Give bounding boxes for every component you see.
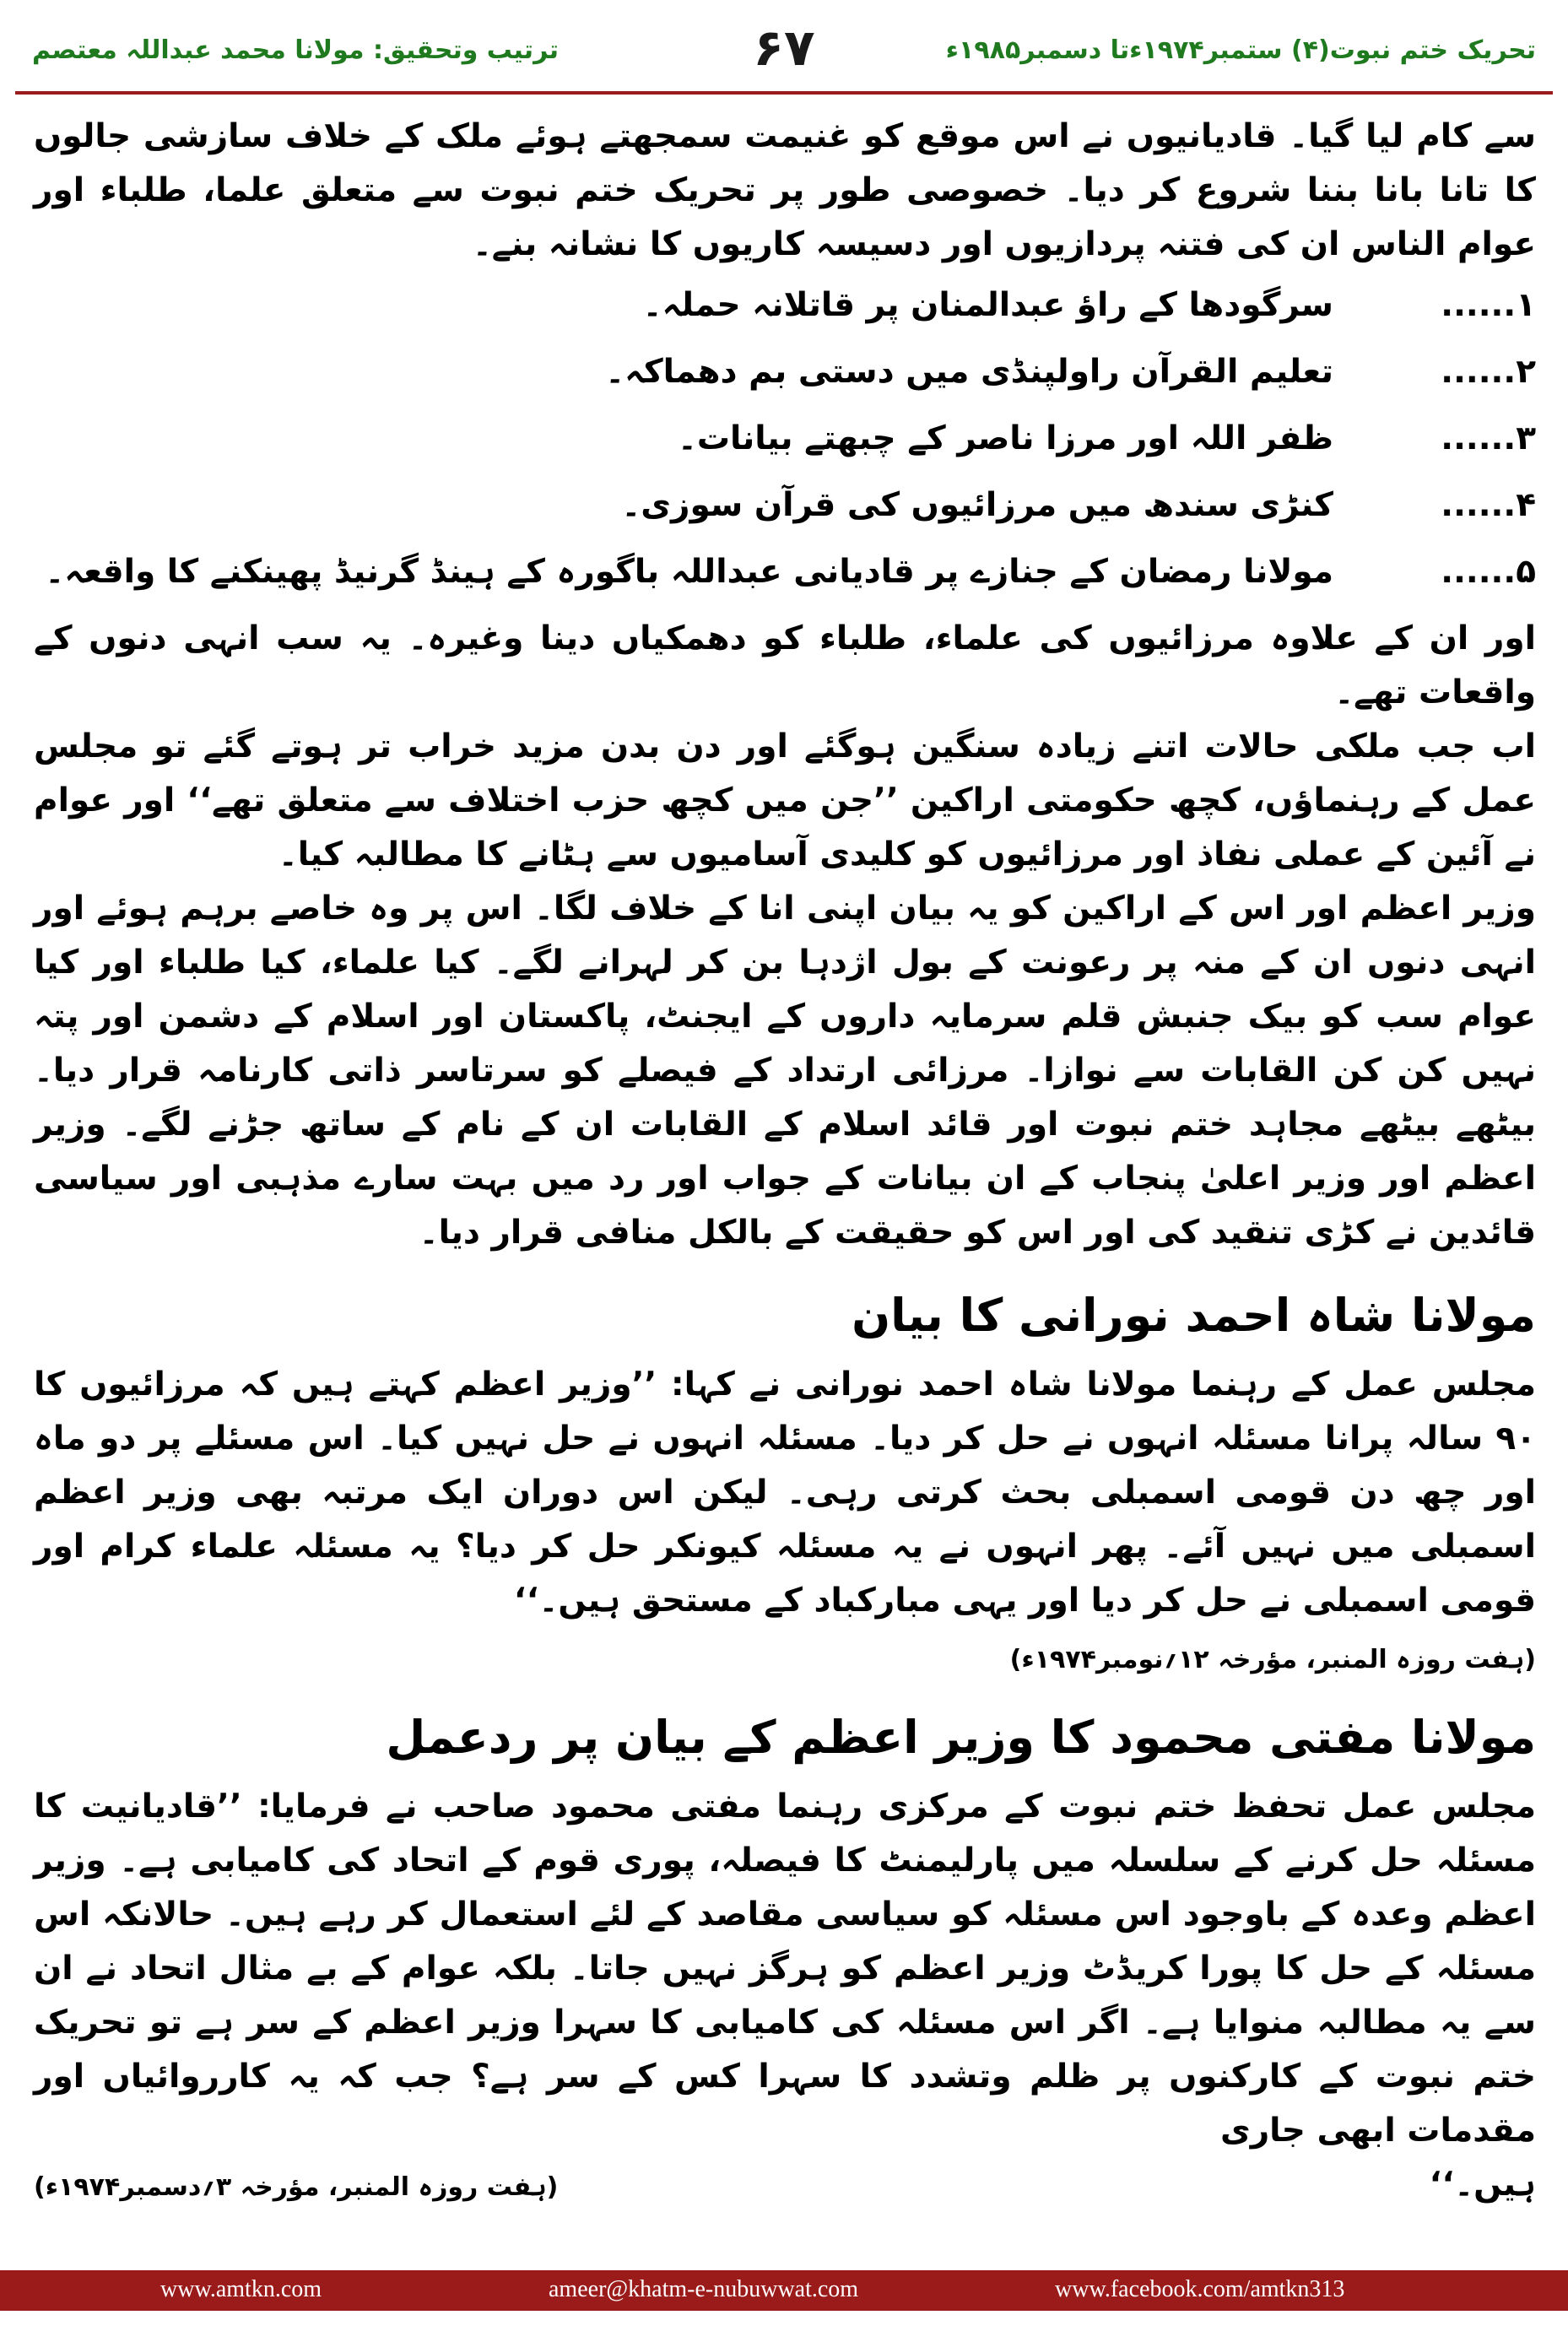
list-item: [34, 412, 1536, 479]
compiler-credit: ترتیب وتحقیق: مولانا محمد عبداللہ معتصم: [32, 35, 559, 65]
page-header: [0, 0, 1568, 93]
page-footer: [0, 2270, 1568, 2311]
list-number: ۲......: [1441, 353, 1536, 391]
list-number: ۳......: [1441, 419, 1536, 457]
paragraph: اب جب ملکی حالات اتنے زیادہ سنگین ہوگئے اور دن بدن مزید خراب تر ہوتے گئے تو مجلس عمل کے رہنماؤں، کچھ حکومتی اراکین ’’جن میں کچھ حزب اختلاف سے متعلق تھے‘‘ اور عوام نے آئین کے عملی نفاذ اور مرزائیوں کو کلیدی آسامیوں سے ہٹانے کا مطالبہ کیا۔: [34, 727, 1536, 874]
intro-paragraph: سے کام لیا گیا۔ قادیانیوں نے اس موقع کو غنیمت سمجھتے ہوئے ملک کے خلاف سازشی جالوں کا تانا بانا بننا شروع کر دیا۔ خصوصی طور پر تحریک ختم نبوت سے متعلق علما، طلباء اور عوام الناس ان کی فتنہ پردازیوں اور دسیسہ کاریوں کا نشانہ بنے۔: [34, 117, 1536, 263]
list-text: تعلیم القرآن راولپنڈی میں دستی بم دھماکہ۔: [605, 353, 1333, 391]
list-number: ۵......: [1441, 553, 1536, 591]
list-item: [34, 279, 1536, 345]
source-citation: (ہفت روزہ المنبر، مؤرخہ ۳؍دسمبر۱۹۷۴ء): [34, 2172, 559, 2202]
quote-end: ہیں۔‘‘: [1429, 2166, 1536, 2204]
paragraph: اور ان کے علاوہ مرزائیوں کی علماء، طلباء کو دھمکیاں دینا وغیرہ۔ یہ سب انہی دنوں کے واقعات تھے۔: [34, 619, 1536, 711]
list-number: ۱......: [1441, 286, 1536, 324]
list-text: سرگودھا کے راؤ عبدالمنان پر قاتلانہ حملہ۔: [642, 286, 1333, 324]
page-body: [34, 110, 1536, 2212]
list-text: مولانا رمضان کے جنازے پر قادیانی عبداللہ باگورہ کے ہینڈ گرنیڈ پھینکنے کا واقعہ۔: [45, 553, 1333, 591]
list-number: ۴......: [1441, 486, 1536, 524]
page-number: ۶۷: [753, 19, 815, 78]
paragraph: وزیر اعظم اور اس کے اراکین کو یہ بیان اپنی انا کے خلاف لگا۔ اس پر وہ خاصے برہم ہوئے اور انہی دنوں ان کے منہ پر رعونت کے بول اژدہا بن کر لہرانے لگے۔ کیا علماء، کیا طلباء اور کیا عوام سب کو بیک جنبش قلم سرمایہ داروں کے ایجنٹ، پاکستان اور اسلام کے دشمن اور پتہ نہیں کن کن القابات سے نوازا۔ مرزائی ارتداد کے فیصلے کو سرتاسر ذاتی کارنامہ قرار دیا۔ بیٹھے بیٹھے مجاہد ختم نبوت اور قائد اسلام کے القابات ان کے نام کے ساتھ جڑنے لگے۔ وزیر اعظم اور وزیر اعلیٰ پنجاب کے ان بیانات کے جواب اور رد میں بہت سارے مذہبی اور سیاسی قائدین نے کڑی تنقید کی اور اس کو حقیقت کے بالکل منافی قرار دیا۔: [34, 890, 1536, 1252]
section-paragraph: مجلس عمل تحفظ ختم نبوت کے مرکزی رہنما مفتی محمود صاحب نے فرمایا: ’’قادیانیت کا مسئلہ حل کرنے کے سلسلہ میں پارلیمنٹ کا فیصلہ، پوری قوم کے اتحاد کی کامیابی ہے۔ وزیر اعظم وعدہ کے باوجود اس مسئلہ کو سیاسی مقاصد کے لئے استعمال کر رہے ہیں۔ حالانکہ اس مسئلہ کے حل کا پورا کریڈٹ وزیر اعظم کو ہرگز نہیں جاتا۔ بلکہ عوام کے بے مثال اتحاد نے ان سے یہ مطالبہ منوایا ہے۔ اگر اس مسئلہ کی کامیابی کا سہرا وزیر اعظم کے سر ہے تو تحریک ختم نبوت کے کارکنوں پر ظلم وتشدد کا سہرا کس کے سر ہے؟ جب کہ یہ کارروائیاں اور مقدمات ابھی جاری: [34, 1788, 1536, 2150]
section-heading: مولانا شاہ احمد نورانی کا بیان: [852, 1289, 1536, 1342]
section-paragraph: مجلس عمل کے رہنما مولانا شاہ احمد نورانی نے کہا: ’’وزیر اعظم کہتے ہیں کہ مرزائیوں کا ۹۰ سالہ پرانا مسئلہ انہوں نے حل کر دیا۔ مسئلہ انہوں نے حل نہیں کیا۔ اس مسئلے پر دو ماہ اور چھ دن قومی اسمبلی بحث کرتی رہی۔ لیکن اس دوران ایک مرتبہ بھی وزیر اعظم اسمبلی میں نہیں آئے۔ پھر انہوں نے یہ مسئلہ کیونکر حل کر دیا؟ یہ مسئلہ علماء کرام اور قومی اسمبلی نے حل کر دیا اور یہی مبارکباد کے مستحق ہیں۔‘‘: [34, 1366, 1536, 1620]
book-title: تحریک ختم نبوت(۴) ستمبر۱۹۷۴ءتا دسمبر۱۹۸۵ء: [945, 35, 1536, 65]
incident-list: [34, 279, 1536, 612]
closing-line: [34, 2158, 1536, 2212]
header-divider: [15, 91, 1553, 95]
source-citation: (ہفت روزہ المنبر، مؤرخہ ۱۲؍نومبر۱۹۷۴ء): [1009, 1645, 1536, 1674]
section-heading: مولانا مفتی محمود کا وزیر اعظم کے بیان پر ردعمل: [386, 1711, 1536, 1764]
facebook-link[interactable]: www.facebook.com/amtkn313: [1055, 2276, 1345, 2302]
email-link[interactable]: ameer@khatm-e-nubuwwat.com: [549, 2276, 859, 2302]
list-item: [34, 545, 1536, 612]
list-item: [34, 345, 1536, 412]
list-text: کنڑی سندھ میں مرزائیوں کی قرآن سوزی۔: [621, 486, 1333, 524]
website-link[interactable]: www.amtkn.com: [160, 2276, 322, 2302]
list-item: [34, 479, 1536, 545]
list-text: ظفر اللہ اور مرزا ناصر کے چبھتے بیانات۔: [677, 419, 1333, 457]
